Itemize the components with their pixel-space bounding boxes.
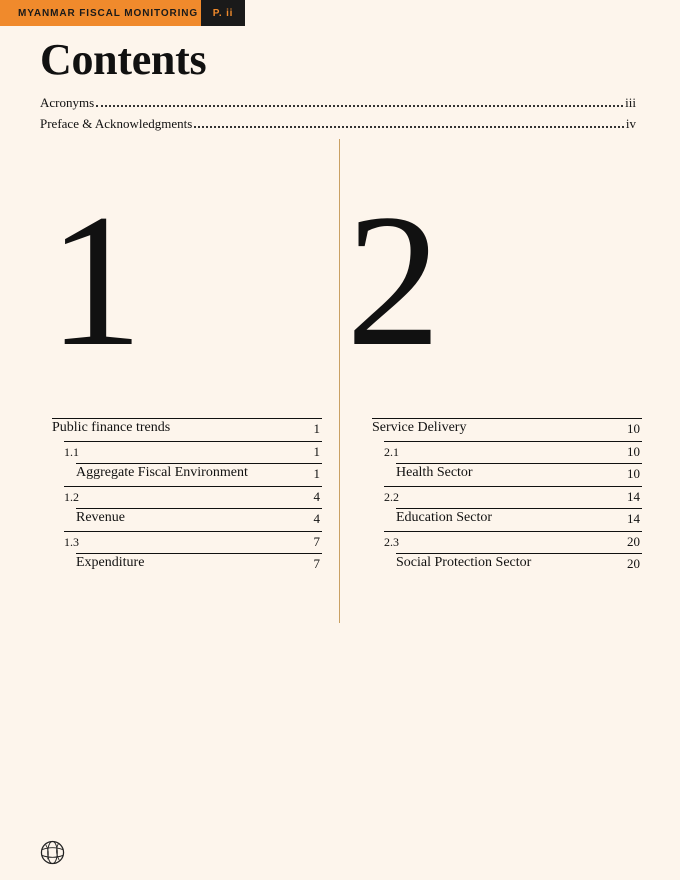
toc-front-label: Acronyms xyxy=(40,95,95,110)
chapter-toc-list xyxy=(372,418,642,576)
toc-front-entry[interactable] xyxy=(40,114,636,132)
toc-entry-page: 10 xyxy=(627,443,640,459)
dot-leader xyxy=(96,105,623,107)
toc-entry-page: 1 xyxy=(313,421,320,436)
toc-entry-title: 1.1 xyxy=(64,444,79,459)
toc-front-entry[interactable] xyxy=(40,93,636,111)
toc-entry-page: 7 xyxy=(313,556,320,571)
toc-front-page: iii xyxy=(625,95,636,110)
toc-entry-title: 2.3 xyxy=(384,534,399,549)
toc-section-number[interactable] xyxy=(384,486,642,509)
toc-entry-page: 4 xyxy=(313,488,320,504)
toc-entry-page: 20 xyxy=(627,533,640,549)
toc-chapter-entry[interactable] xyxy=(52,418,322,441)
toc-entry-page: 10 xyxy=(627,421,640,436)
toc-entry-title: 1.3 xyxy=(64,534,79,549)
toc-section-number[interactable] xyxy=(64,531,322,554)
toc-section-entry[interactable] xyxy=(396,463,642,486)
toc-entry-title: Education Sector xyxy=(396,510,493,525)
toc-section-entry[interactable] xyxy=(76,463,322,486)
globe-logo-icon xyxy=(40,840,65,865)
dot-leader xyxy=(194,126,624,128)
page-title: Contents xyxy=(40,35,207,84)
toc-entry-title: Health Sector xyxy=(396,465,473,480)
toc-section-number[interactable] xyxy=(384,531,642,554)
toc-front-page: iv xyxy=(625,116,636,131)
column-divider xyxy=(339,139,340,623)
toc-entry-page: 10 xyxy=(627,466,640,481)
toc-section-entry[interactable] xyxy=(396,553,642,576)
toc-entry-page: 1 xyxy=(313,443,320,459)
toc-entry-title: 2.2 xyxy=(384,489,399,504)
header-page-number: P. ii xyxy=(201,0,245,26)
toc-entry-page: 4 xyxy=(313,511,320,526)
toc-entry-page: 1 xyxy=(313,466,320,481)
toc-entry-page: 14 xyxy=(627,488,640,504)
toc-entry-page: 14 xyxy=(627,511,640,526)
toc-front-label: Preface & Acknowledgments xyxy=(40,116,193,131)
toc-entry-title: 2.1 xyxy=(384,444,399,459)
toc-section-number[interactable] xyxy=(64,441,322,464)
toc-entry-title: Public finance trends xyxy=(52,420,171,435)
toc-entry-title: Social Protection Sector xyxy=(396,555,532,570)
toc-entry-title: 1.2 xyxy=(64,489,79,504)
chapter-number: 1 xyxy=(48,176,143,386)
toc-entry-title: Aggregate Fiscal Environment xyxy=(76,465,248,480)
toc-entry-page: 20 xyxy=(627,556,640,571)
header-tag: MYANMAR FISCAL MONITORING xyxy=(0,0,201,26)
toc-chapter-entry[interactable] xyxy=(372,418,642,441)
toc-entry-title: Revenue xyxy=(76,510,125,525)
toc-entry-title: Service Delivery xyxy=(372,420,467,435)
chapter-number: 2 xyxy=(346,176,441,386)
toc-section-entry[interactable] xyxy=(396,508,642,531)
toc-section-entry[interactable] xyxy=(76,553,322,576)
toc-section-entry[interactable] xyxy=(76,508,322,531)
toc-entry-page: 7 xyxy=(313,533,320,549)
toc-section-number[interactable] xyxy=(384,441,642,464)
toc-entry-title: Expenditure xyxy=(76,555,145,570)
chapter-toc-list xyxy=(52,418,322,576)
toc-section-number[interactable] xyxy=(64,486,322,509)
